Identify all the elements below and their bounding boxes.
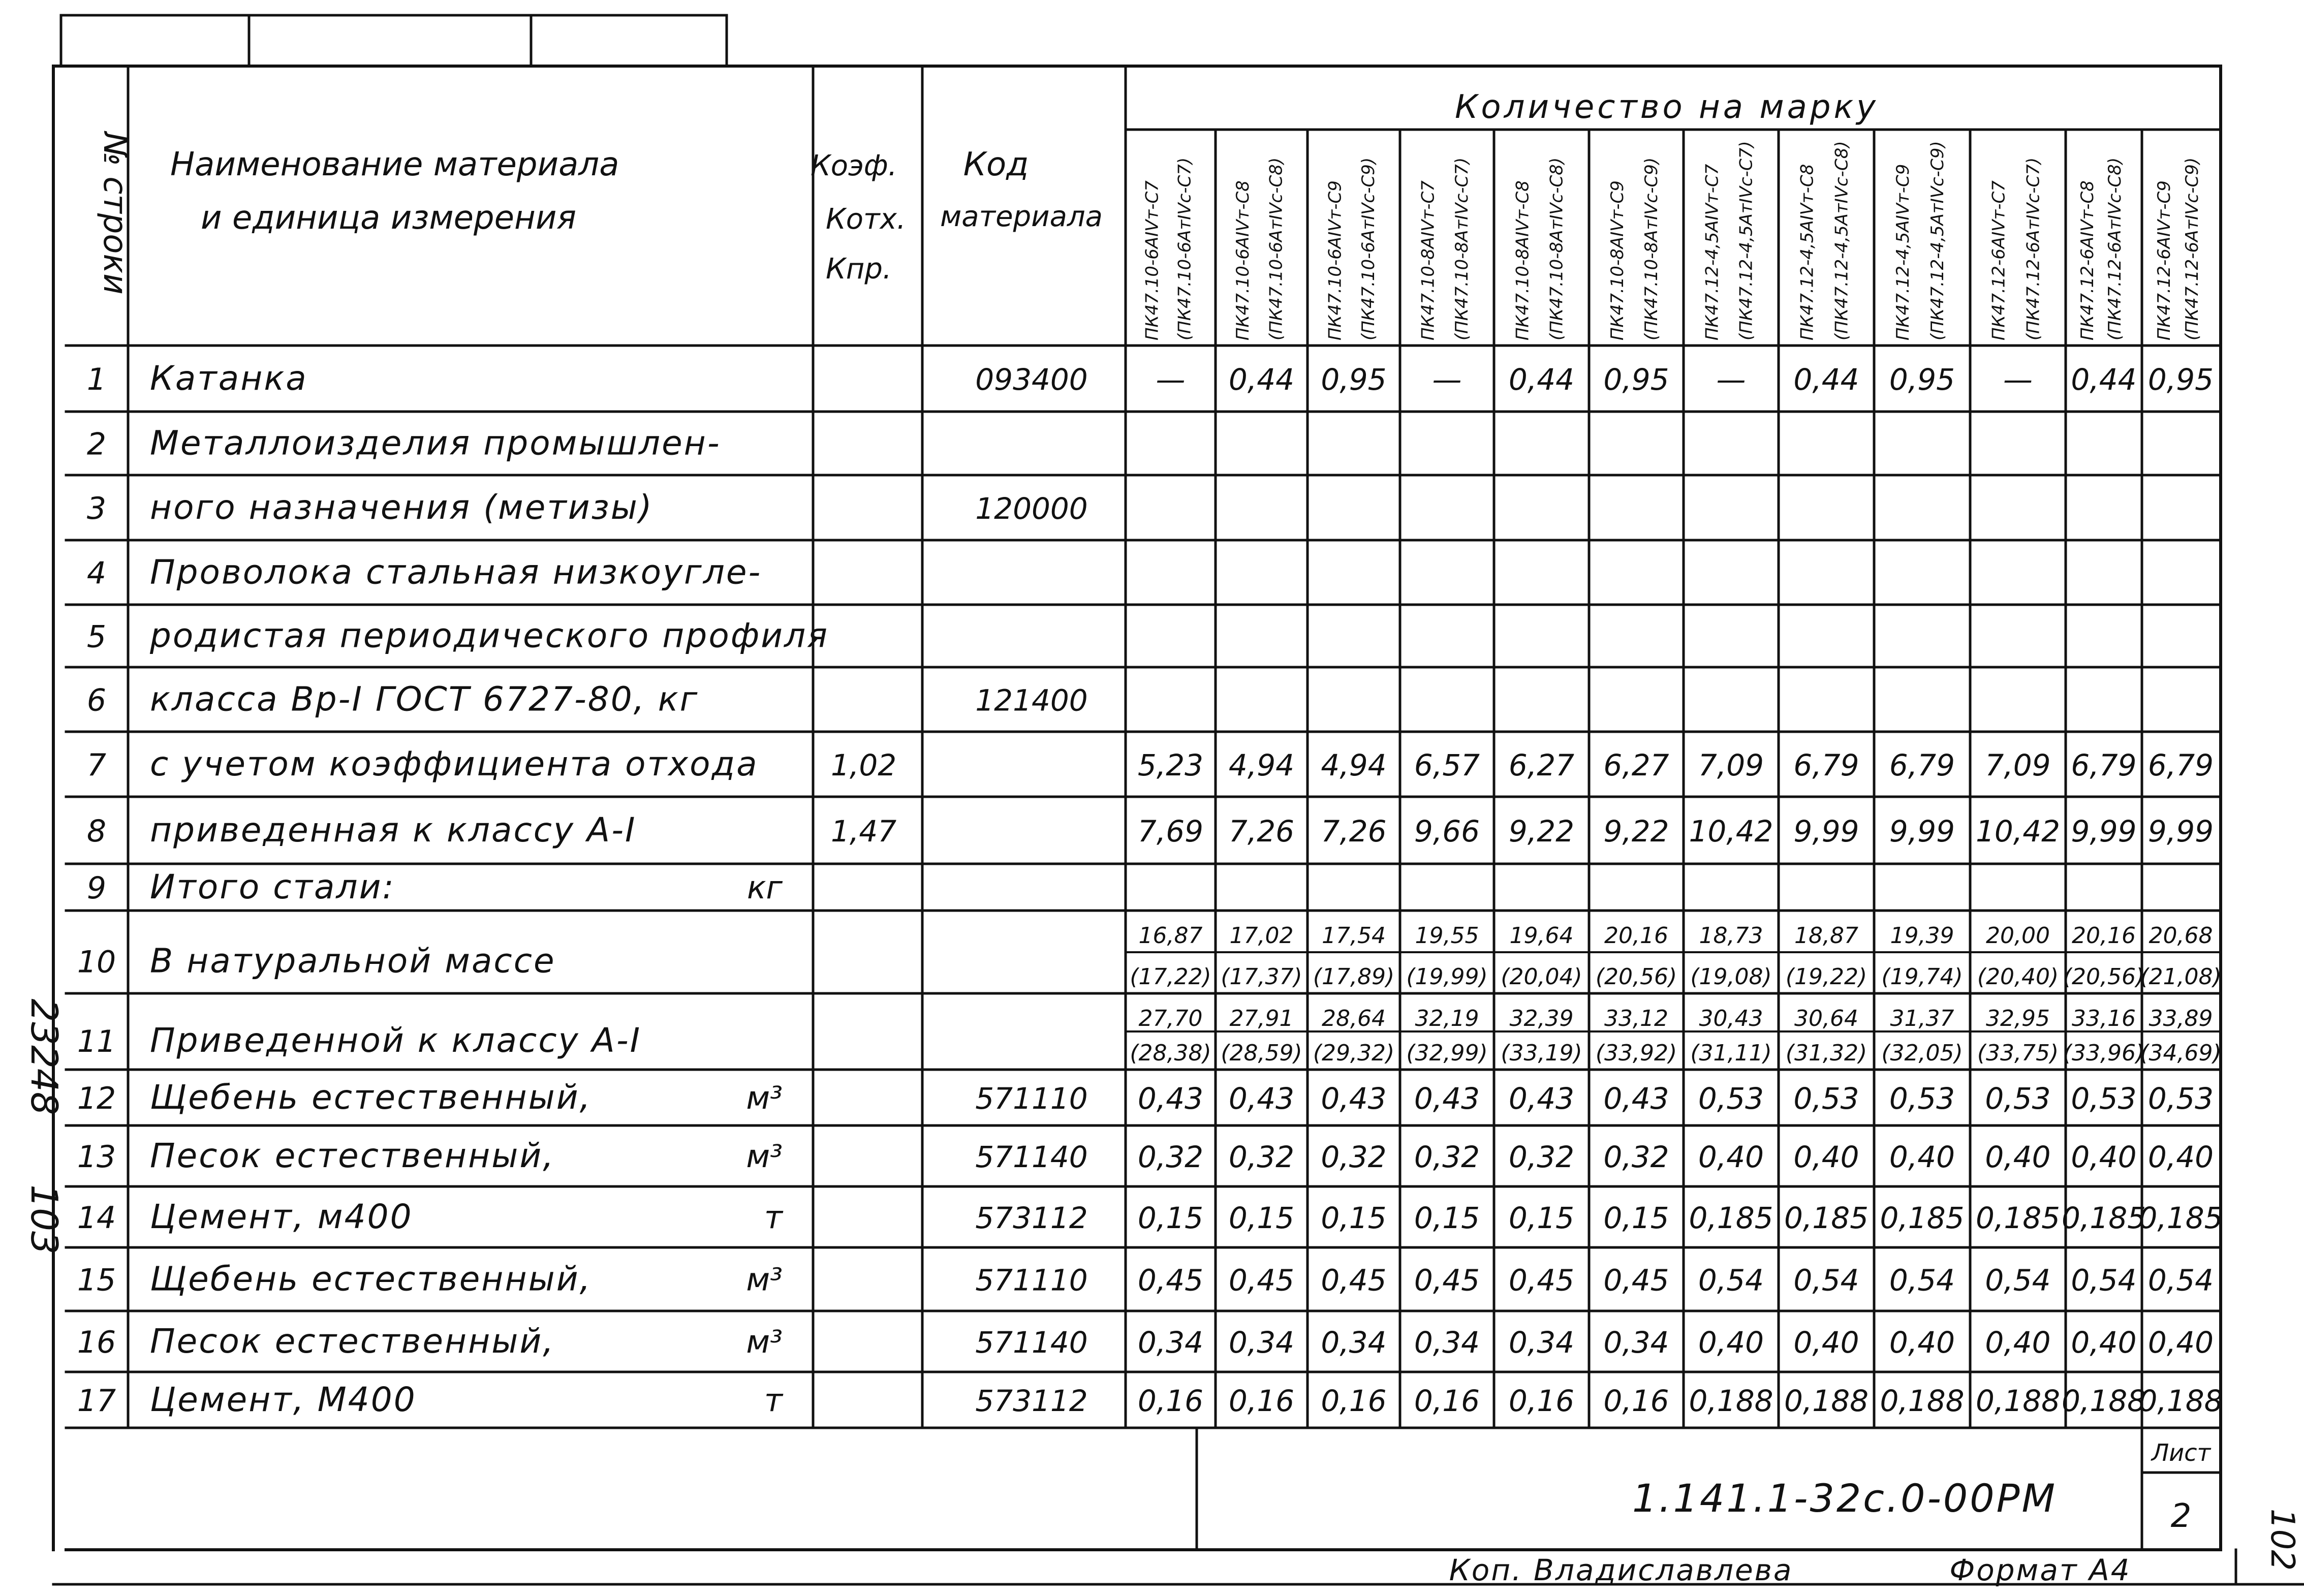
value-cell: 0,188 <box>2061 1384 2146 1418</box>
value-cell: 0,185 <box>1689 1201 1773 1235</box>
value-cell: 0,40 <box>1889 1140 1955 1174</box>
value-cell: 33,16 <box>2072 1006 2136 1031</box>
value-cell: (17,89) <box>1313 964 1395 990</box>
row-no-header: № строки <box>96 132 134 295</box>
value-cell: 0,45 <box>1321 1263 1387 1298</box>
value-cell: 0,44 <box>1508 362 1575 397</box>
value-cell: 18,73 <box>1699 923 1763 949</box>
value-cell: 0,188 <box>1880 1384 1965 1418</box>
row-number: 5 <box>86 619 107 655</box>
mark-header: ПК47.10-8АIVт-С7 <box>1418 180 1439 340</box>
value-cell: 0,44 <box>1228 362 1295 397</box>
value-cell: 7,26 <box>1228 814 1295 849</box>
row-code: 121400 <box>975 683 1088 718</box>
value-cell: 17,54 <box>1322 923 1386 949</box>
value-cell: 6,27 <box>1508 748 1575 783</box>
value-cell: 6,57 <box>1414 748 1480 783</box>
value-cell: 9,99 <box>1793 814 1859 849</box>
value-cell: 0,40 <box>1889 1325 1955 1360</box>
mark-header: (ПК47.12-6АтIVс-С7) <box>2023 157 2044 340</box>
row-name: Песок естественный, <box>150 1136 555 1175</box>
value-cell: 6,79 <box>1793 748 1859 783</box>
row-number: 17 <box>77 1383 116 1419</box>
sheet-number: 2 <box>2170 1497 2192 1535</box>
value-cell: 4,94 <box>1321 748 1387 783</box>
row-code: 571110 <box>975 1081 1088 1116</box>
value-cell: (19,08) <box>1690 964 1772 990</box>
value-cell: (19,22) <box>1785 964 1867 990</box>
value-cell: 0,54 <box>1698 1263 1764 1298</box>
row-unit: кг <box>746 869 783 906</box>
value-cell: 0,15 <box>1321 1201 1387 1235</box>
value-cell: 9,66 <box>1414 814 1480 849</box>
row-number: 12 <box>77 1081 116 1116</box>
row-code: 093400 <box>975 362 1088 397</box>
value-cell: 27,70 <box>1138 1006 1203 1031</box>
value-cell: 0,185 <box>1784 1201 1869 1235</box>
row-name: В натуральной массе <box>150 941 556 981</box>
row-name: с учетом коэффициента отхода <box>150 744 759 784</box>
margin-number: 103 <box>23 1184 66 1255</box>
value-cell: 0,40 <box>2147 1140 2214 1174</box>
quantity-header: Количество на марку <box>1454 88 1879 126</box>
value-cell: 30,64 <box>1794 1006 1858 1031</box>
value-cell: 0,188 <box>1975 1384 2061 1418</box>
value-cell: (33,96) <box>2063 1040 2145 1066</box>
row-name: Металлоизделия промышлен- <box>150 423 721 463</box>
mark-header: ПК47.12-4,5АIVт-С8 <box>1797 164 1818 340</box>
value-cell: 10,42 <box>1975 814 2061 849</box>
value-cell: 0,188 <box>2138 1384 2223 1418</box>
value-cell: (21,08) <box>2140 964 2222 990</box>
value-cell: 0,54 <box>1793 1263 1859 1298</box>
value-cell: 16,87 <box>1138 923 1203 949</box>
value-cell: 0,34 <box>1137 1325 1204 1360</box>
row-koef: 1,47 <box>831 814 897 849</box>
value-cell: 0,185 <box>1975 1201 2061 1235</box>
row-koef: 1,02 <box>831 748 897 783</box>
value-cell: 18,87 <box>1794 923 1858 949</box>
value-cell: 0,95 <box>1889 362 1955 397</box>
mark-header: (ПК47.10-8АтIVс-С7) <box>1452 157 1473 340</box>
value-cell: 6,79 <box>1889 748 1955 783</box>
value-cell: 32,39 <box>1509 1006 1574 1031</box>
value-cell: (20,56) <box>1595 964 1677 990</box>
mark-header: (ПК47.10-6АтIVс-С7) <box>1174 157 1195 340</box>
row-number: 10 <box>77 944 116 980</box>
value-cell: 19,55 <box>1415 923 1479 949</box>
mark-header: ПК47.10-8АIVт-С9 <box>1607 180 1628 340</box>
value-cell: 0,43 <box>1603 1081 1669 1116</box>
name-header-line1: Наименование материала <box>170 146 619 183</box>
code-header: Код <box>963 146 1029 183</box>
value-cell: — <box>2003 362 2033 397</box>
value-cell: 0,40 <box>2071 1325 2137 1360</box>
value-cell: (32,99) <box>1406 1040 1488 1066</box>
mark-header: (ПК47.12-4,5АтIVс-С7) <box>1736 141 1757 340</box>
value-cell: 0,34 <box>1414 1325 1480 1360</box>
row-unit: т <box>764 1199 783 1236</box>
row-number: 8 <box>86 813 107 849</box>
table-text <box>23 88 2301 1587</box>
row-number: 6 <box>86 682 107 718</box>
mark-header: (ПК47.10-6АтIVс-С9) <box>1358 157 1379 340</box>
value-cell: 9,22 <box>1603 814 1669 849</box>
mark-header: ПК47.10-6АIVт-С9 <box>1325 180 1346 340</box>
value-cell: 7,69 <box>1137 814 1204 849</box>
value-cell: 0,16 <box>1228 1384 1295 1418</box>
inventory-number: 23248 <box>23 998 66 1115</box>
value-cell: 0,40 <box>1985 1140 2051 1174</box>
row-name: Проволока стальная низкоугле- <box>150 552 762 592</box>
value-cell: 0,32 <box>1603 1140 1669 1174</box>
value-cell: 0,95 <box>1603 362 1669 397</box>
mark-header: (ПК47.12-6АтIVс-С9) <box>2182 157 2203 340</box>
value-cell: 10,42 <box>1689 814 1773 849</box>
value-cell: (29,32) <box>1313 1040 1395 1066</box>
value-cell: 0,53 <box>1889 1081 1955 1116</box>
value-cell: 0,40 <box>1698 1325 1764 1360</box>
row-name: Цемент, м400 <box>150 1197 413 1236</box>
value-cell: 0,32 <box>1508 1140 1575 1174</box>
value-cell: (31,11) <box>1690 1040 1772 1066</box>
row-code: 573112 <box>975 1201 1088 1235</box>
row-number: 11 <box>77 1024 116 1059</box>
value-cell: 9,99 <box>2147 814 2214 849</box>
row-unit: м³ <box>746 1079 783 1116</box>
value-cell: — <box>1716 362 1746 397</box>
value-cell: (34,69) <box>2140 1040 2222 1066</box>
value-cell: 9,22 <box>1508 814 1575 849</box>
value-cell: (19,74) <box>1881 964 1963 990</box>
value-cell: 0,15 <box>1228 1201 1295 1235</box>
row-unit: м³ <box>746 1323 783 1360</box>
value-cell: — <box>1432 362 1462 397</box>
row-code: 571140 <box>975 1140 1088 1174</box>
value-cell: — <box>1156 362 1186 397</box>
row-name: класса Вр-I ГОСТ 6727-80, кг <box>150 679 699 719</box>
value-cell: 0,185 <box>1880 1201 1965 1235</box>
name-header-line2: и единица измерения <box>201 199 576 237</box>
value-cell: 0,188 <box>1784 1384 1869 1418</box>
value-cell: 0,16 <box>1603 1384 1669 1418</box>
value-cell: 0,54 <box>1985 1263 2051 1298</box>
value-cell: (20,40) <box>1977 964 2059 990</box>
value-cell: 0,34 <box>1321 1325 1387 1360</box>
value-cell: 20,68 <box>2149 923 2213 949</box>
value-cell: 0,45 <box>1137 1263 1204 1298</box>
value-cell: (17,37) <box>1221 964 1302 990</box>
value-cell: (32,05) <box>1881 1040 1963 1066</box>
value-cell: 0,40 <box>1793 1140 1859 1174</box>
format-label: Формат А4 <box>1949 1553 2131 1587</box>
value-cell: 0,16 <box>1508 1384 1575 1418</box>
value-cell: 0,54 <box>2071 1263 2137 1298</box>
value-cell: 0,40 <box>2071 1140 2137 1174</box>
value-cell: 0,95 <box>1321 362 1387 397</box>
sheet-label: Лист <box>2151 1439 2211 1466</box>
mark-header: ПК47.10-8АIVт-С8 <box>1512 180 1533 340</box>
row-number: 7 <box>86 747 107 783</box>
value-cell: 0,32 <box>1414 1140 1480 1174</box>
row-number: 4 <box>86 555 107 591</box>
value-cell: (19,99) <box>1406 964 1488 990</box>
code-header: материала <box>940 200 1103 233</box>
row-number: 13 <box>77 1139 116 1175</box>
value-cell: 0,43 <box>1321 1081 1387 1116</box>
value-cell: 4,94 <box>1228 748 1295 783</box>
row-number: 1 <box>86 362 107 397</box>
value-cell: 20,16 <box>2072 923 2136 949</box>
value-cell: 6,79 <box>2071 748 2137 783</box>
value-cell: 0,95 <box>2147 362 2214 397</box>
value-cell: 0,44 <box>1793 362 1859 397</box>
value-cell: 7,09 <box>1698 748 1764 783</box>
mark-header: ПК47.12-6АIVт-С7 <box>1988 180 2009 340</box>
value-cell: 0,43 <box>1228 1081 1295 1116</box>
mark-header: (ПК47.12-4,5АтIVс-С8) <box>1831 141 1852 340</box>
value-cell: 32,19 <box>1415 1006 1479 1031</box>
row-number: 2 <box>86 426 107 462</box>
value-cell: 0,53 <box>2071 1081 2137 1116</box>
value-cell: 0,43 <box>1414 1081 1480 1116</box>
value-cell: 19,39 <box>1890 923 1954 949</box>
row-unit: т <box>764 1382 783 1419</box>
value-cell: 0,185 <box>2061 1201 2146 1235</box>
value-cell: 0,185 <box>2138 1201 2223 1235</box>
value-cell: 27,91 <box>1229 1006 1294 1031</box>
mark-header: (ПК47.12-4,5АтIVс-С9) <box>1927 141 1948 340</box>
mark-header: ПК47.12-4,5АIVт-С9 <box>1893 164 1914 340</box>
value-cell: 7,26 <box>1321 814 1387 849</box>
value-cell: 6,27 <box>1603 748 1669 783</box>
value-cell: 0,16 <box>1321 1384 1387 1418</box>
value-cell: 0,16 <box>1137 1384 1204 1418</box>
copied-by: Коп. Владиславлева <box>1449 1553 1793 1587</box>
row-name: родистая периодического профиля <box>150 616 829 655</box>
value-cell: 19,64 <box>1509 923 1574 949</box>
value-cell: 0,43 <box>1508 1081 1575 1116</box>
row-number: 3 <box>86 491 107 526</box>
value-cell: (17,22) <box>1130 964 1211 990</box>
value-cell: 0,40 <box>1985 1325 2051 1360</box>
row-name: Щебень естественный, <box>150 1259 592 1299</box>
row-name: ного назначения (метизы) <box>150 488 653 527</box>
value-cell: 0,40 <box>1793 1325 1859 1360</box>
value-cell: 0,15 <box>1508 1201 1575 1235</box>
value-cell: 28,64 <box>1322 1006 1386 1031</box>
mark-header: (ПК47.10-8АтIVс-С9) <box>1641 157 1662 340</box>
value-cell: 0,15 <box>1137 1201 1204 1235</box>
koef-header: Коэф. <box>811 149 897 182</box>
row-number: 14 <box>77 1200 116 1236</box>
value-cell: 0,43 <box>1137 1081 1204 1116</box>
mark-header: (ПК47.12-6АтIVс-С8) <box>2105 157 2125 340</box>
row-name: Песок естественный, <box>150 1322 555 1361</box>
value-cell: 0,53 <box>1698 1081 1764 1116</box>
value-cell: 0,34 <box>1228 1325 1295 1360</box>
value-cell: (20,04) <box>1501 964 1582 990</box>
value-cell: 0,53 <box>1985 1081 2051 1116</box>
mark-header: ПК47.12-6АIVт-С9 <box>2154 180 2175 340</box>
value-cell: 0,16 <box>1414 1384 1480 1418</box>
value-cell: 0,188 <box>1689 1384 1773 1418</box>
mark-header: (ПК47.10-6АтIVс-С8) <box>1266 157 1287 340</box>
row-unit: м³ <box>746 1138 783 1175</box>
value-cell: 0,15 <box>1414 1201 1480 1235</box>
row-code: 120000 <box>975 491 1088 526</box>
row-code: 571140 <box>975 1325 1088 1360</box>
value-cell: (28,59) <box>1221 1040 1302 1066</box>
mark-header: ПК47.10-6АIVт-С8 <box>1233 180 1254 340</box>
value-cell: 0,45 <box>1414 1263 1480 1298</box>
value-cell: 32,95 <box>1986 1006 2050 1031</box>
value-cell: 0,32 <box>1321 1140 1387 1174</box>
mark-header: ПК47.12-6АIVт-С8 <box>2077 180 2098 340</box>
value-cell: (33,19) <box>1501 1040 1582 1066</box>
row-name: Катанка <box>150 359 308 398</box>
row-name: Цемент, М400 <box>150 1380 417 1419</box>
value-cell: 20,00 <box>1986 923 2050 949</box>
value-cell: (31,32) <box>1785 1040 1867 1066</box>
koef-header: Котх. <box>826 203 906 236</box>
value-cell: 5,23 <box>1137 748 1204 783</box>
value-cell: (33,92) <box>1595 1040 1677 1066</box>
value-cell: 9,99 <box>2071 814 2137 849</box>
value-cell: 33,89 <box>2149 1006 2213 1031</box>
value-cell: 7,09 <box>1985 748 2051 783</box>
value-cell: (28,38) <box>1130 1040 1211 1066</box>
value-cell: 0,54 <box>2147 1263 2214 1298</box>
row-code: 571110 <box>975 1263 1088 1298</box>
value-cell: 20,16 <box>1604 923 1668 949</box>
row-name: приведенная к классу А-I <box>150 810 637 850</box>
document-code: 1.141.1-32с.0-00РМ <box>1632 1476 2058 1521</box>
value-cell: 0,45 <box>1603 1263 1669 1298</box>
value-cell: 0,32 <box>1137 1140 1204 1174</box>
value-cell: 0,53 <box>2147 1081 2214 1116</box>
mark-header: (ПК47.10-8АтIVс-С8) <box>1546 157 1567 340</box>
value-cell: 0,34 <box>1508 1325 1575 1360</box>
row-name: Итого стали: <box>150 867 395 906</box>
value-cell: 0,40 <box>2147 1325 2214 1360</box>
koef-header: Кпр. <box>826 253 892 286</box>
value-cell: 0,34 <box>1603 1325 1669 1360</box>
value-cell: 30,43 <box>1699 1006 1763 1031</box>
value-cell: 9,99 <box>1889 814 1955 849</box>
value-cell: 6,79 <box>2147 748 2214 783</box>
row-code: 573112 <box>975 1384 1088 1418</box>
row-unit: м³ <box>746 1261 783 1298</box>
value-cell: 0,15 <box>1603 1201 1669 1235</box>
mark-header: ПК47.10-6АIVт-С7 <box>1142 180 1163 340</box>
value-cell: 33,12 <box>1604 1006 1668 1031</box>
value-cell: 0,40 <box>1698 1140 1764 1174</box>
row-number: 9 <box>86 870 107 906</box>
value-cell: 0,53 <box>1793 1081 1859 1116</box>
value-cell: 0,54 <box>1889 1263 1955 1298</box>
row-number: 16 <box>77 1325 116 1360</box>
mark-header: ПК47.12-4,5АIVт-С7 <box>1702 164 1723 340</box>
value-cell: (20,56) <box>2063 964 2145 990</box>
value-cell: 31,37 <box>1890 1006 1954 1031</box>
value-cell: 0,32 <box>1228 1140 1295 1174</box>
value-cell: 0,45 <box>1228 1263 1295 1298</box>
row-name: Щебень естественный, <box>150 1078 592 1117</box>
value-cell: (33,75) <box>1977 1040 2059 1066</box>
page-number: 102 <box>2263 1508 2301 1571</box>
row-number: 15 <box>77 1262 116 1298</box>
value-cell: 0,44 <box>2071 362 2137 397</box>
value-cell: 0,45 <box>1508 1263 1575 1298</box>
value-cell: 17,02 <box>1229 923 1294 949</box>
row-name: Приведенной к классу А-I <box>150 1021 642 1060</box>
